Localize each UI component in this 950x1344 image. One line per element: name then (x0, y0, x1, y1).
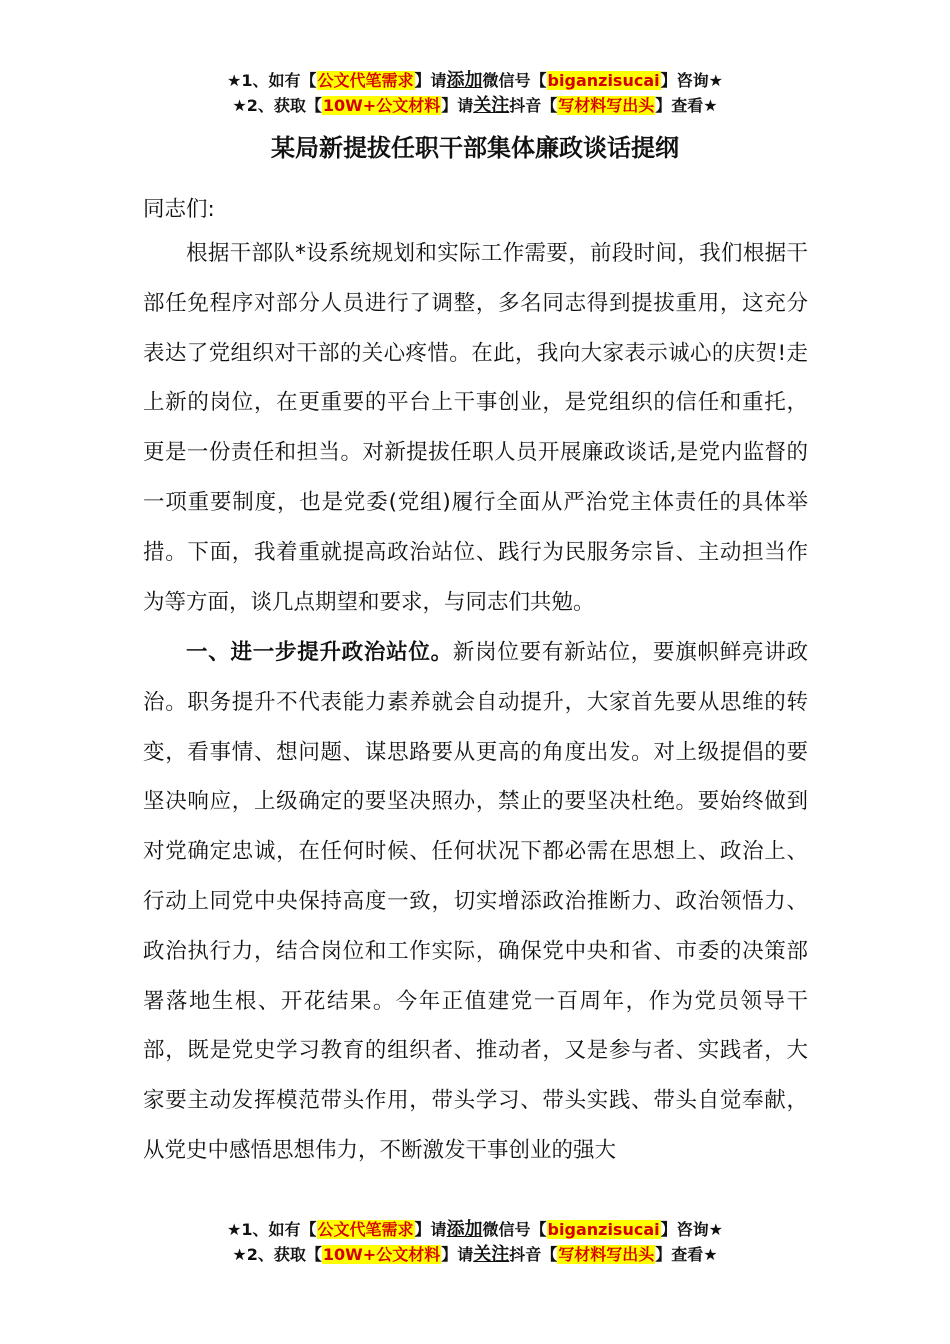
ad-line2-mid2-bottom: 抖音【 (509, 1245, 558, 1264)
ad-line1-mid: 】请 (414, 71, 447, 90)
ad-line2-prefix-bottom: ★2、获取【 (232, 1245, 322, 1264)
ad-banner-bottom (0, 1217, 950, 1267)
ad-highlight-douyin: 写材料写出头 (558, 96, 655, 115)
ad-highlight-materials-bottom: 10W+公文材料 (322, 1245, 441, 1264)
ad-line2-mid2: 抖音【 (509, 96, 558, 115)
document-title: 某局新提拔任职干部集体廉政谈话提纲 (271, 134, 679, 162)
ad-line-2 (0, 93, 950, 118)
ad-highlight-wechat-id: biganzisucai (547, 71, 660, 90)
ad-line-2-bottom (0, 1242, 950, 1267)
ad-emphasis-follow-bottom: 关注 (473, 1244, 510, 1265)
ad-banner-top (0, 68, 950, 118)
ad-line2-prefix: ★2、获取【 (232, 96, 322, 115)
ad-line1-prefix: ★1、如有【 (227, 71, 317, 90)
ad-line-1-bottom (0, 1217, 950, 1242)
ad-highlight-douyin-bottom: 写材料写出头 (558, 1245, 655, 1264)
ad-line1-mid-bottom: 】请 (414, 1220, 447, 1239)
ad-line1-mid2-bottom: 微信号【 (482, 1220, 547, 1239)
section-1-heading: 一、进一步提升政治站位。 (186, 640, 453, 665)
ad-line2-suffix-bottom: 】查看★ (655, 1245, 718, 1264)
ad-line2-mid: 】请 (441, 96, 474, 115)
paragraph-section-1 (143, 628, 808, 1176)
ad-line1-suffix-bottom: 】咨询★ (660, 1220, 723, 1239)
ad-line-1 (0, 68, 950, 93)
ad-emphasis-add: 添加 (446, 70, 483, 91)
ad-highlight-materials: 10W+公文材料 (322, 96, 441, 115)
ad-line1-suffix: 】咨询★ (660, 71, 723, 90)
ad-line2-suffix: 】查看★ (655, 96, 718, 115)
ad-highlight-ghostwriting-bottom: 公文代笔需求 (317, 1220, 414, 1239)
ad-line2-mid-bottom: 】请 (441, 1245, 474, 1264)
paragraph-intro: 根据干部队*设系统规划和实际工作需要，前段时间，我们根据干部任免程序对部分人员进行了调整，多名同志得到提拔重用，这充分表达了党组织对干部的关心疼惜。在此，我向大家表示诚心的庆贺!走上新的岗位，在更重要的平台上干事创业，是党组织的信任和重托，更是一份责任和担当。对新提拔任职人员开展廉政谈话,是党内监督的一项重要制度，也是党委(党组)履行全面从严治党主体责任的具体举措。下面，我着重就提高政治站位、践行为民服务宗旨、主动担当作为等方面，谈几点期望和要求，与同志们共勉。 (143, 241, 808, 615)
salutation: 同志们: (143, 197, 215, 222)
ad-line1-mid2: 微信号【 (482, 71, 547, 90)
ad-emphasis-follow: 关注 (473, 95, 510, 116)
ad-highlight-wechat-id-bottom: biganzisucai (547, 1220, 660, 1239)
section-1-text: 新岗位要有新站位，要旗帜鲜亮讲政治。职务提升不代表能力素养就会自动提升，大家首先要从思维的转变，看事情、想问题、谋思路要从更高的角度出发。对上级提倡的要坚决响应，上级确定的要坚决照办，禁止的要坚决杜绝。要始终做到对党确定忠诚，在任何时候、任何状况下都必需在思想上、政治上、行动上同党中央保持高度一致，切实增添政治推断力、政治领悟力、政治执行力，结合岗位和工作实际，确保党中央和省、市委的决策部署落地生根、开花结果。今年正值建党一百周年，作为党员领导干部，既是党史学习教育的组织者、推动者，又是参与者、实践者，大家要主动发挥模范带头作用，带头学习、带头实践、带头自觉奉献，从党史中感悟思想伟力，不断激发干事创业的强大 (143, 640, 808, 1163)
ad-highlight-ghostwriting: 公文代笔需求 (317, 71, 414, 90)
ad-line1-prefix-bottom: ★1、如有【 (227, 1220, 317, 1239)
ad-emphasis-add-bottom: 添加 (446, 1219, 483, 1240)
